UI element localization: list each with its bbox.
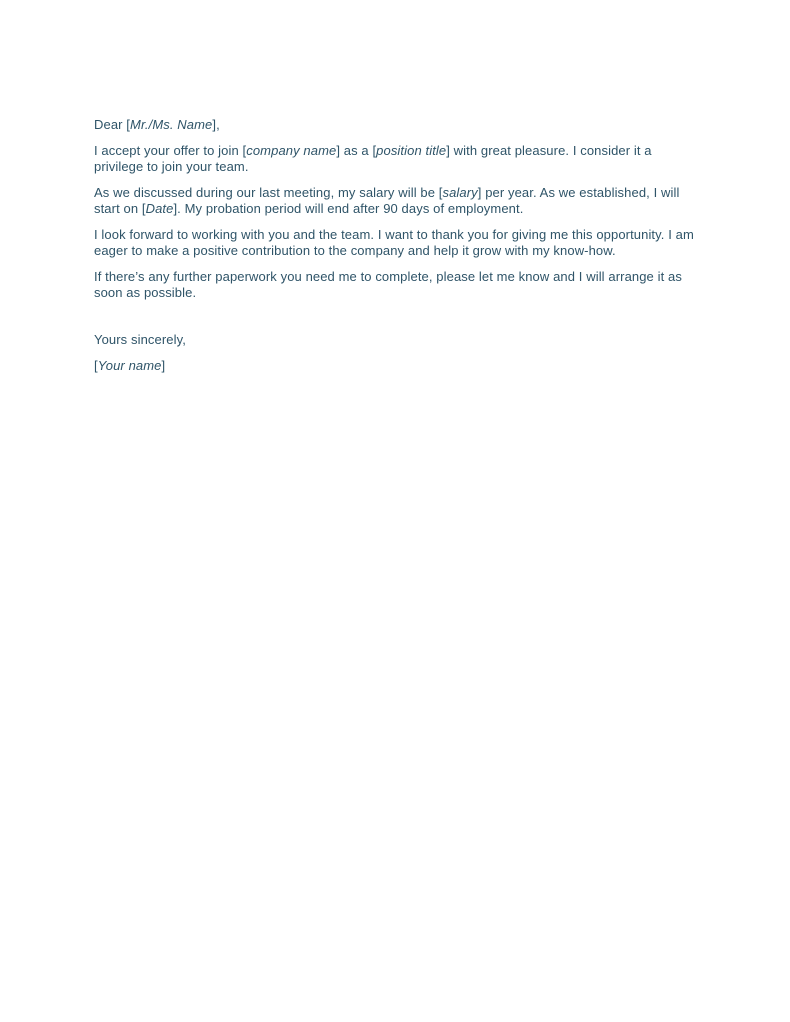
text-segment: If there’s any further paperwork you need me to complete, please let me know and I will arrange it as soon as possible. [94, 269, 682, 300]
text-segment: ]. My probation period will end after 90 days of employment. [173, 201, 524, 216]
letter-body [94, 117, 698, 384]
text-segment: ] [161, 358, 166, 373]
text-segment: I look forward to working with you and the team. I want to thank you for giving me this opportunity. I am eager to make a positive contribution to the company and help it grow with my know-how. [94, 227, 694, 258]
placeholder-text: salary [442, 185, 478, 200]
placeholder-text: Mr./Ms. Name [130, 117, 213, 132]
text-segment: Yours sincerely, [94, 332, 186, 347]
salutation [94, 117, 698, 133]
text-segment: ], [212, 117, 220, 132]
text-segment: ] as a [ [336, 143, 377, 158]
paragraph-acceptance [94, 143, 698, 175]
signature-placeholder [94, 358, 698, 374]
placeholder-text: company name [246, 143, 337, 158]
paragraph-gratitude [94, 227, 698, 259]
text-segment: [ [94, 358, 98, 373]
text-segment: Dear [ [94, 117, 131, 132]
paragraph-paperwork [94, 269, 698, 301]
paragraph-salary-start-date [94, 185, 698, 217]
placeholder-text: Date [145, 201, 174, 216]
text-segment: ] with great pleasure. I consider it a privilege to join your team. [94, 143, 652, 174]
closing-salutation [94, 332, 698, 348]
text-segment: As we discussed during our last meeting, my salary will be [ [94, 185, 443, 200]
placeholder-text: Your name [97, 358, 162, 373]
placeholder-text: position title [376, 143, 447, 158]
text-segment: I accept your offer to join [ [94, 143, 247, 158]
text-segment: ] per year. As we established, I will start on [ [94, 185, 680, 216]
